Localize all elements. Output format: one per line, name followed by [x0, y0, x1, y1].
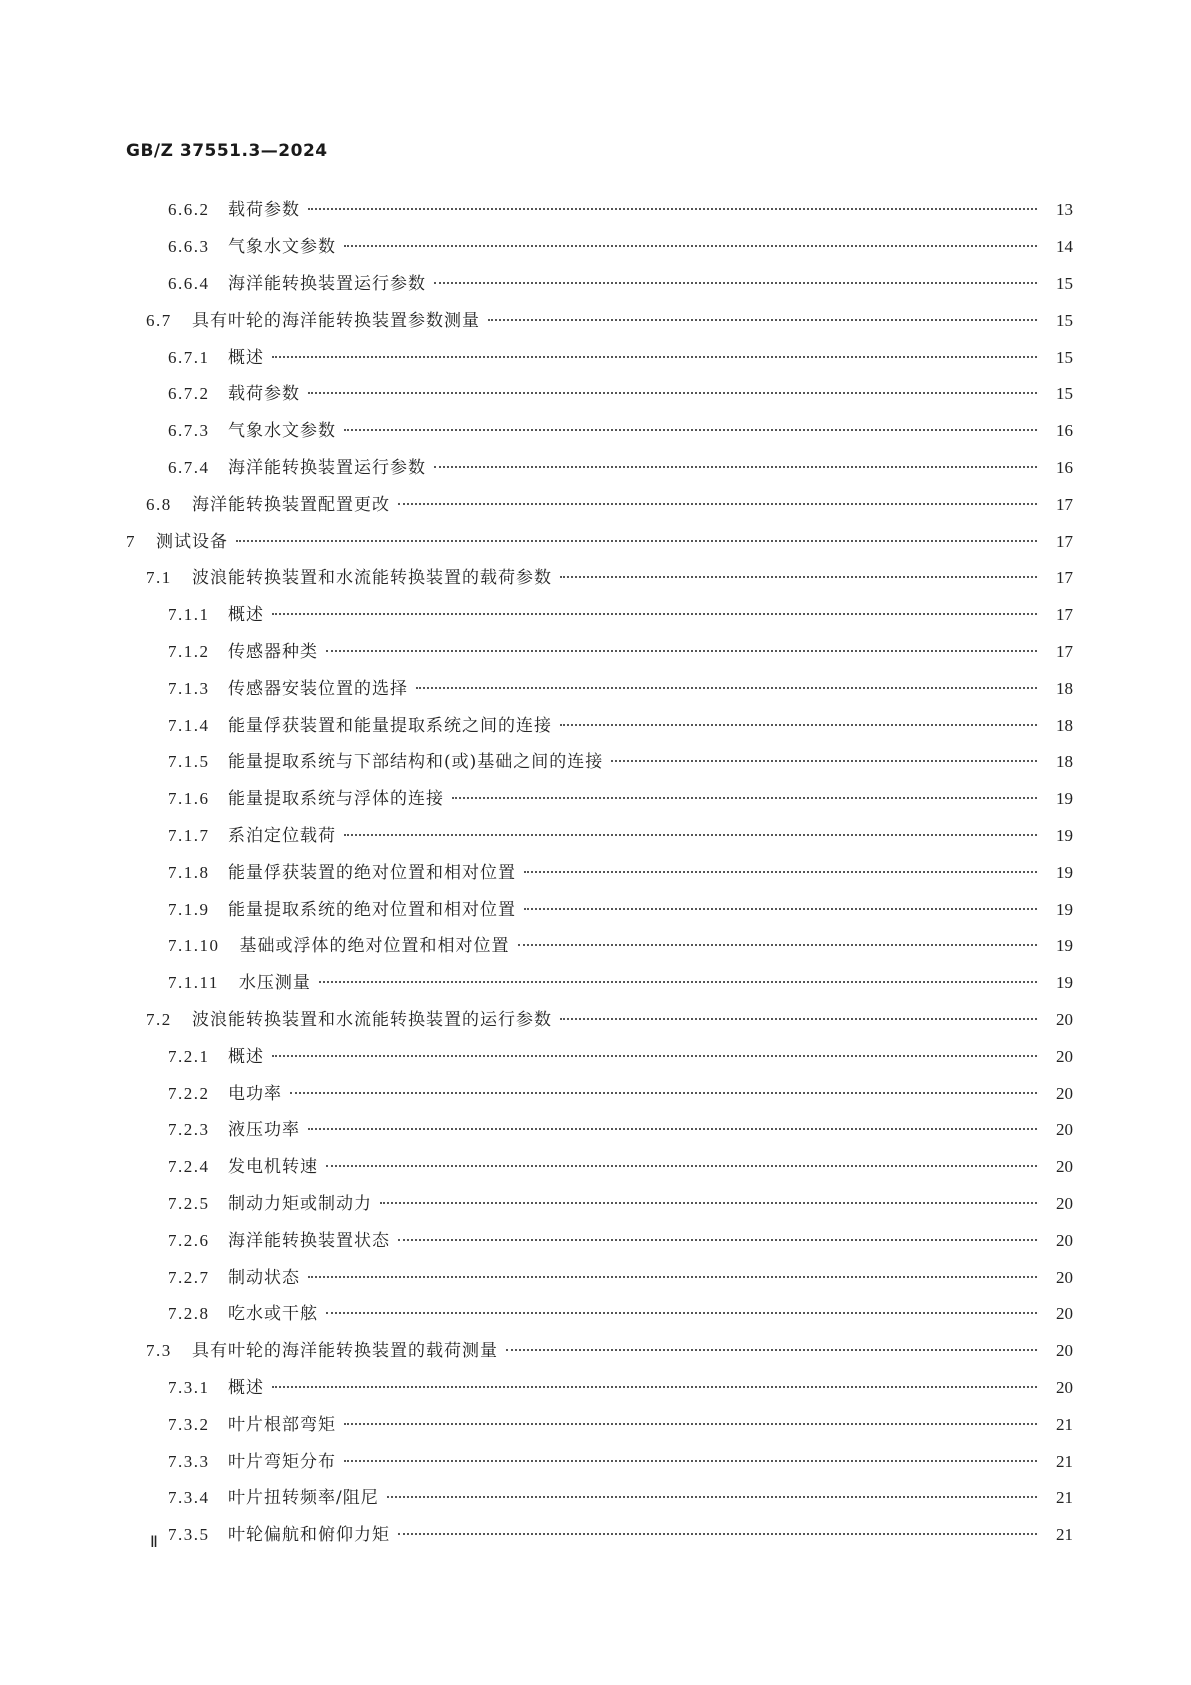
toc-entry-page: 20 [1056, 1341, 1073, 1361]
toc-entry-page: 13 [1056, 200, 1073, 220]
toc-entry[interactable] [0, 302, 1191, 339]
toc-entry-page: 19 [1056, 825, 1073, 845]
toc-entry-title: 海洋能转换装置配置更改 [192, 494, 390, 515]
toc-entry-title: 海洋能转换装置运行参数 [228, 273, 426, 294]
toc-entry-number: 7.1 [146, 568, 172, 588]
toc-dot-leader [398, 1239, 1037, 1241]
toc-dot-leader [236, 540, 1037, 542]
toc-dot-leader [344, 834, 1037, 836]
toc-entry-number: 7.2.5 [168, 1193, 210, 1213]
toc-entry[interactable] [0, 266, 1191, 303]
toc-entry[interactable] [0, 744, 1191, 781]
toc-entry-title: 能量俘获装置和能量提取系统之间的连接 [228, 715, 552, 736]
toc-entry-page: 17 [1056, 641, 1073, 661]
toc-entry[interactable] [0, 1112, 1191, 1149]
toc-entry-page: 18 [1056, 678, 1073, 698]
toc-entry-page: 21 [1056, 1525, 1073, 1545]
toc-entry-number: 7.1.1 [168, 605, 210, 625]
toc-entry-number: 7.3 [146, 1341, 172, 1361]
toc-entry-page: 15 [1056, 384, 1073, 404]
toc-dot-leader [506, 1349, 1037, 1351]
document-id: GB/Z 37551.3—2024 [126, 141, 328, 161]
toc-entry[interactable] [0, 1222, 1191, 1259]
toc-dot-leader [272, 1055, 1037, 1057]
toc-dot-leader [308, 392, 1037, 394]
toc-entry-number: 7 [126, 531, 136, 551]
toc-entry[interactable] [0, 707, 1191, 744]
toc-dot-leader [326, 1165, 1037, 1167]
toc-entry-page: 19 [1056, 899, 1073, 919]
toc-dot-leader [344, 1423, 1037, 1425]
toc-entry[interactable] [0, 1370, 1191, 1407]
toc-entry[interactable] [0, 965, 1191, 1002]
toc-entry-title: 制动力矩或制动力 [228, 1193, 372, 1214]
toc-dot-leader [308, 1276, 1037, 1278]
toc-entry[interactable] [0, 1480, 1191, 1517]
toc-entry-number: 7.2.3 [168, 1120, 210, 1140]
toc-entry-page: 20 [1056, 1267, 1073, 1287]
toc-entry-number: 7.2.4 [168, 1157, 210, 1177]
toc-entry-page: 19 [1056, 936, 1073, 956]
toc-entry[interactable] [0, 781, 1191, 818]
toc-entry-number: 6.6.2 [168, 200, 210, 220]
toc-entry-page: 17 [1056, 531, 1073, 551]
toc-dot-leader [398, 1533, 1037, 1535]
toc-entry[interactable] [0, 486, 1191, 523]
toc-entry-page: 19 [1056, 789, 1073, 809]
toc-entry-title: 能量俘获装置的绝对位置和相对位置 [228, 862, 516, 883]
toc-entry-number: 6.7.3 [168, 421, 210, 441]
toc-entry-number: 7.1.9 [168, 899, 210, 919]
toc-entry-title: 气象水文参数 [228, 421, 336, 442]
toc-entry-title: 传感器种类 [228, 641, 318, 662]
toc-entry[interactable] [0, 1186, 1191, 1223]
toc-dot-leader [452, 797, 1037, 799]
toc-entry-page: 20 [1056, 1304, 1073, 1324]
toc-entry-title: 概述 [228, 605, 264, 626]
toc-entry-page: 15 [1056, 310, 1073, 330]
toc-entry-number: 7.1.3 [168, 678, 210, 698]
toc-entry[interactable] [0, 450, 1191, 487]
toc-entry-title: 制动状态 [228, 1267, 300, 1288]
toc-entry-number: 7.1.5 [168, 752, 210, 772]
toc-entry-number: 6.6.4 [168, 273, 210, 293]
toc-dot-leader [319, 981, 1037, 983]
toc-entry-page: 16 [1056, 457, 1073, 477]
toc-entry-number: 7.1.4 [168, 715, 210, 735]
toc-entry[interactable] [0, 376, 1191, 413]
toc-entry-title: 叶片根部弯矩 [228, 1414, 336, 1435]
toc-dot-leader [560, 724, 1037, 726]
toc-entry-number: 6.8 [146, 494, 172, 514]
toc-entry[interactable] [0, 1333, 1191, 1370]
toc-entry-page: 20 [1056, 1046, 1073, 1066]
toc-entry-page: 20 [1056, 1009, 1073, 1029]
toc-dot-leader [308, 1128, 1037, 1130]
toc-entry[interactable] [0, 339, 1191, 376]
toc-dot-leader [434, 466, 1037, 468]
toc-entry-page: 19 [1056, 973, 1073, 993]
toc-entry[interactable] [0, 818, 1191, 855]
toc-entry[interactable] [0, 891, 1191, 928]
toc-entry-page: 15 [1056, 347, 1073, 367]
toc-entry-title: 水压测量 [238, 973, 311, 994]
toc-entry-page: 18 [1056, 752, 1073, 772]
toc-dot-leader [272, 356, 1037, 358]
toc-entry[interactable] [0, 1296, 1191, 1333]
toc-entry-page: 18 [1056, 715, 1073, 735]
toc-entry[interactable] [0, 597, 1191, 634]
toc-entry[interactable] [0, 1038, 1191, 1075]
toc-entry-number: 6.7.1 [168, 347, 210, 367]
toc-entry-number: 7.1.11 [168, 973, 219, 993]
toc-dot-leader [416, 687, 1037, 689]
toc-entry-number: 7.3.3 [168, 1451, 210, 1471]
toc-dot-leader [524, 908, 1037, 910]
toc-entry[interactable] [0, 192, 1191, 229]
toc-entry-title: 电功率 [228, 1083, 282, 1104]
toc-entry-page: 17 [1056, 605, 1073, 625]
toc-entry-number: 7.3.4 [168, 1488, 210, 1508]
toc-entry-number: 6.7.2 [168, 384, 210, 404]
toc-dot-leader [308, 208, 1037, 210]
toc-entry-number: 7.1.6 [168, 789, 210, 809]
toc-entry-page: 20 [1056, 1157, 1073, 1177]
toc-dot-leader [434, 282, 1037, 284]
toc-entry-page: 17 [1056, 568, 1073, 588]
toc-entry-title: 载荷参数 [228, 384, 300, 405]
toc-entry-number: 7.2.2 [168, 1083, 210, 1103]
toc-entry-number: 7.1.8 [168, 862, 210, 882]
toc-dot-leader [611, 760, 1037, 762]
toc-entry[interactable] [0, 670, 1191, 707]
toc-entry[interactable] [0, 1149, 1191, 1186]
toc-entry-title: 能量提取系统的绝对位置和相对位置 [228, 899, 516, 920]
toc-entry-page: 15 [1056, 273, 1073, 293]
toc-entry-number: 7.3.5 [168, 1525, 210, 1545]
toc-entry-title: 测试设备 [156, 531, 228, 552]
toc-entry-title: 能量提取系统与下部结构和(或)基础之间的连接 [228, 752, 604, 773]
toc-entry-title: 液压功率 [228, 1120, 300, 1141]
toc-entry-title: 发电机转速 [228, 1157, 318, 1178]
toc-entry-title: 海洋能转换装置状态 [228, 1230, 390, 1251]
toc-entry-number: 7.3.1 [168, 1377, 210, 1397]
toc-entry-title: 概述 [228, 1377, 264, 1398]
toc-entry[interactable] [0, 523, 1191, 560]
toc-entry[interactable] [0, 413, 1191, 450]
toc-entry-title: 载荷参数 [228, 200, 300, 221]
toc-entry-title: 气象水文参数 [228, 237, 336, 258]
toc-entry-page: 19 [1056, 862, 1073, 882]
toc-entry-number: 6.6.3 [168, 237, 210, 257]
toc-entry-number: 7.2 [146, 1009, 172, 1029]
toc-entry-number: 6.7.4 [168, 457, 210, 477]
toc-dot-leader [560, 1018, 1037, 1020]
toc-entry-number: 7.2.7 [168, 1267, 210, 1287]
toc-entry-page: 20 [1056, 1377, 1073, 1397]
toc-dot-leader [272, 1386, 1037, 1388]
toc-dot-leader [326, 650, 1037, 652]
toc-entry-title: 叶轮偏航和俯仰力矩 [228, 1525, 390, 1546]
toc-dot-leader [272, 613, 1037, 615]
toc-entry-title: 海洋能转换装置运行参数 [228, 457, 426, 478]
toc-entry-title: 波浪能转换装置和水流能转换装置的运行参数 [192, 1009, 552, 1030]
page-number: Ⅱ [150, 1534, 158, 1551]
toc-entry[interactable] [0, 1002, 1191, 1039]
toc-entry[interactable] [0, 634, 1191, 671]
toc-entry-title: 基础或浮体的绝对位置和相对位置 [239, 936, 510, 957]
toc-dot-leader [560, 576, 1037, 578]
toc-entry[interactable] [0, 1443, 1191, 1480]
toc-dot-leader [387, 1496, 1037, 1498]
toc-entry[interactable] [0, 560, 1191, 597]
toc-entry-number: 7.2.8 [168, 1304, 210, 1324]
toc-entry-page: 20 [1056, 1193, 1073, 1213]
toc-entry-page: 21 [1056, 1488, 1073, 1508]
toc-entry-page: 14 [1056, 237, 1073, 257]
toc-entry-title: 概述 [228, 347, 264, 368]
toc-dot-leader [344, 429, 1037, 431]
toc-entry-title: 叶片扭转频率/阻尼 [228, 1488, 379, 1509]
toc-entry[interactable] [0, 1259, 1191, 1296]
toc-entry-title: 能量提取系统与浮体的连接 [228, 789, 444, 810]
toc-entry[interactable] [0, 1406, 1191, 1443]
toc-entry-number: 7.3.2 [168, 1414, 210, 1434]
toc-entry-page: 21 [1056, 1414, 1073, 1434]
toc-entry-number: 7.1.2 [168, 641, 210, 661]
toc-entry-page: 20 [1056, 1120, 1073, 1140]
toc-dot-leader [344, 1460, 1037, 1462]
toc-entry[interactable] [0, 854, 1191, 891]
toc-entry-title: 具有叶轮的海洋能转换装置的载荷测量 [192, 1341, 498, 1362]
toc-dot-leader [524, 871, 1037, 873]
toc-dot-leader [344, 245, 1037, 247]
toc-dot-leader [380, 1202, 1037, 1204]
toc-entry-title: 传感器安装位置的选择 [228, 678, 408, 699]
toc-entry-title: 波浪能转换装置和水流能转换装置的载荷参数 [192, 568, 552, 589]
toc-entry-number: 7.1.10 [168, 936, 220, 956]
toc-entry[interactable] [0, 229, 1191, 266]
toc-dot-leader [398, 503, 1037, 505]
toc-entry-number: 7.2.6 [168, 1230, 210, 1250]
toc-entry[interactable] [0, 928, 1191, 965]
toc-entry-title: 系泊定位载荷 [228, 825, 336, 846]
toc-entry-title: 概述 [228, 1046, 264, 1067]
toc-entry-title: 叶片弯矩分布 [228, 1451, 336, 1472]
toc-entry-page: 20 [1056, 1230, 1073, 1250]
toc-entry-page: 21 [1056, 1451, 1073, 1471]
toc-entry[interactable] [0, 1075, 1191, 1112]
toc-dot-leader [518, 944, 1038, 946]
toc-dot-leader [290, 1092, 1037, 1094]
toc-entry-page: 17 [1056, 494, 1073, 514]
toc-entry-title: 具有叶轮的海洋能转换装置参数测量 [192, 310, 480, 331]
toc-entry-page: 16 [1056, 421, 1073, 441]
toc-entry-number: 7.2.1 [168, 1046, 210, 1066]
toc-entry-number: 6.7 [146, 310, 172, 330]
toc-entry-page: 20 [1056, 1083, 1073, 1103]
toc-dot-leader [326, 1312, 1037, 1314]
toc-dot-leader [488, 319, 1037, 321]
toc-entry-title: 吃水或干舷 [228, 1304, 318, 1325]
toc-entry[interactable] [0, 1517, 1191, 1554]
toc-entry-number: 7.1.7 [168, 825, 210, 845]
